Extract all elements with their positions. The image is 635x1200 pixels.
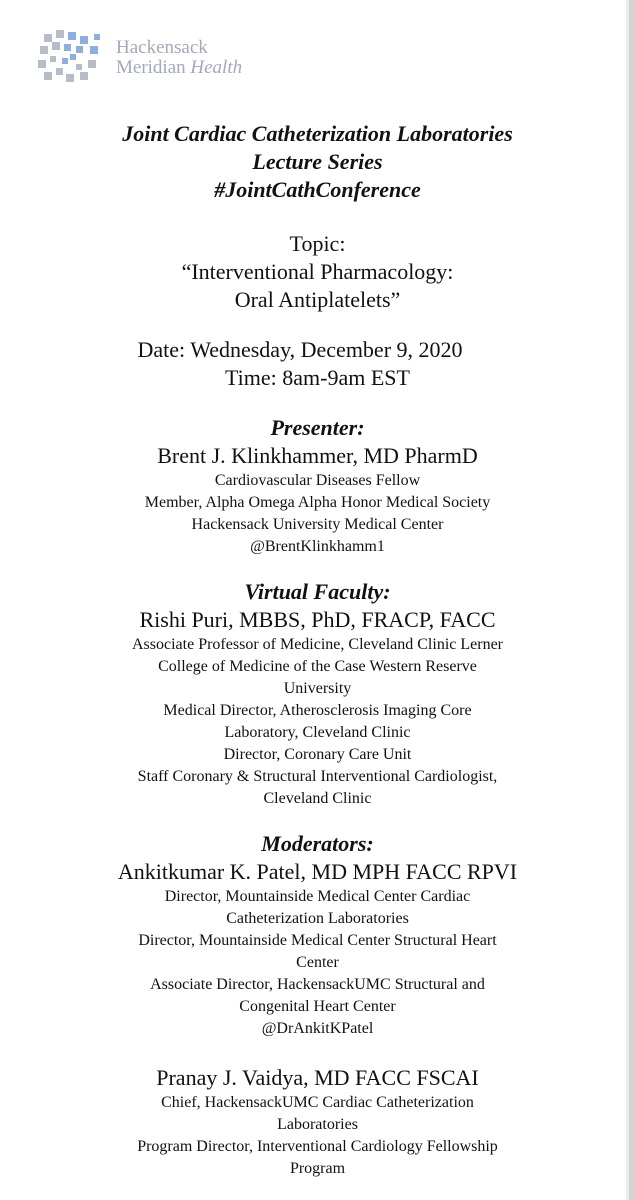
logo-line2 <box>116 58 242 78</box>
faculty-detail: Cleveland Clinic <box>263 790 372 807</box>
moderator-detail: Program <box>289 1160 346 1177</box>
faculty-detail: Associate Professor of Medicine, Cleveland Clinic Lerner <box>132 636 503 653</box>
moderator-detail: Program Director, Interventional Cardiology Fellowship <box>137 1138 498 1155</box>
title-line: Lecture Series <box>252 149 383 174</box>
faculty-detail: University <box>283 680 352 697</box>
presenter-detail: Member, Alpha Omega Alpha Honor Medical Society <box>144 494 491 511</box>
event-time: Time: 8am-9am EST <box>225 365 410 390</box>
topic-line: “Interventional Pharmacology: <box>181 259 454 284</box>
title-line: #JointCathConference <box>214 177 421 202</box>
moderator-2-section <box>0 1064 635 1180</box>
event-date: Date: Wednesday, December 9, 2020 <box>137 337 463 362</box>
moderator-name: Pranay J. Vaidya, MD FACC FSCAI <box>156 1065 479 1090</box>
presenter-name: Brent J. Klinkhammer, MD PharmD <box>157 443 478 468</box>
moderator-detail: Associate Director, HackensackUMC Structural and <box>150 976 485 993</box>
title-line: Joint Cardiac Catheterization Laboratories <box>122 121 513 146</box>
moderators-section <box>0 830 635 1040</box>
moderator-detail: Catheterization Laboratories <box>226 910 409 927</box>
moderator-name: Ankitkumar K. Patel, MD MPH FACC RPVI <box>117 859 518 884</box>
logo-line1: Hackensack <box>116 37 208 58</box>
topic-label: Topic: <box>289 231 346 256</box>
logo-mark-icon <box>36 28 104 86</box>
logo-line2-italic: Health <box>190 57 243 78</box>
faculty-detail: Laboratory, Cleveland Clinic <box>224 724 411 741</box>
faculty-detail: Staff Coronary & Structural Interventional Cardiologist, <box>137 768 498 785</box>
moderator-detail: @DrAnkitKPatel <box>261 1020 374 1037</box>
moderator-detail: Director, Mountainside Medical Center Cardiac <box>164 888 471 905</box>
moderator-detail: Center <box>296 954 339 971</box>
topic-section <box>0 230 635 314</box>
event-title <box>0 120 635 204</box>
faculty-name: Rishi Puri, MBBS, PhD, FRACP, FACC <box>139 607 496 632</box>
topic-line: Oral Antiplatelets” <box>234 287 401 312</box>
moderator-detail: Congenital Heart Center <box>239 998 396 1015</box>
faculty-detail: Medical Director, Atherosclerosis Imaging Core <box>163 702 472 719</box>
faculty-section <box>0 578 635 810</box>
presenter-heading: Presenter: <box>270 415 365 440</box>
moderator-detail: Laboratories <box>277 1116 358 1133</box>
moderators-heading: Moderators: <box>261 831 374 856</box>
presenter-detail: Cardiovascular Diseases Fellow <box>214 472 421 489</box>
presenter-section <box>0 414 635 558</box>
moderator-detail: Chief, HackensackUMC Cardiac Catheterization <box>161 1094 474 1111</box>
presenter-detail: @BrentKlinkhamm1 <box>250 538 385 555</box>
hackensack-meridian-logo <box>36 28 276 86</box>
faculty-detail: Director, Coronary Care Unit <box>223 746 412 763</box>
faculty-detail: College of Medicine of the Case Western Reserve <box>158 658 477 675</box>
faculty-heading: Virtual Faculty: <box>244 579 391 604</box>
logo-line2-prefix: Meridian <box>116 57 191 78</box>
presenter-detail: Hackensack University Medical Center <box>191 516 444 533</box>
moderator-detail: Director, Mountainside Medical Center Structural Heart <box>138 932 497 949</box>
